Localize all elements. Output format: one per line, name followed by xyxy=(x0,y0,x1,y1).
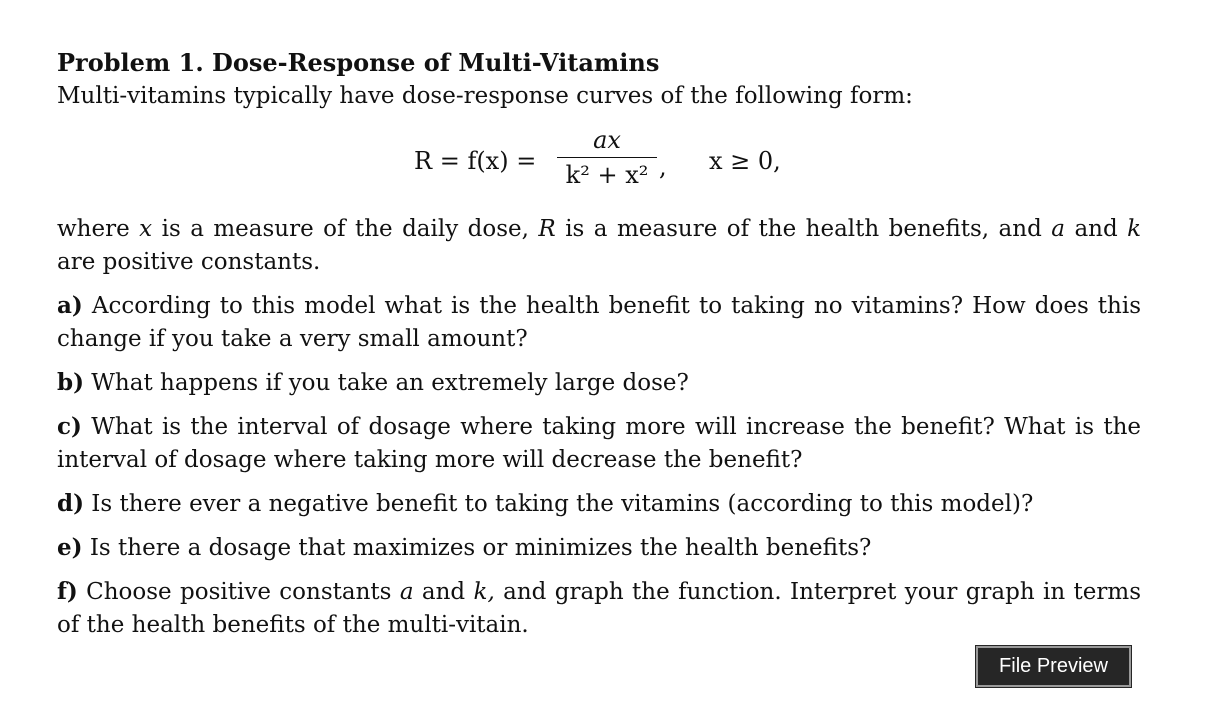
problem-title: Problem 1. Dose-Response of Multi-Vitamins xyxy=(57,48,660,77)
question-text: According to this model what is the health benefit to taking no vitamins? How does this change if you take a very small amount? xyxy=(57,293,1142,352)
question-text: What happens if you take an extremely large dose? xyxy=(91,370,689,396)
question-e xyxy=(57,531,1141,565)
equation-numerator: ax xyxy=(593,126,621,154)
question-text: What is the interval of dosage where taking more will increase the benefit? What is the interval of dosage where taking more will decrease the benefit? xyxy=(57,414,1142,473)
desc-text-4: and xyxy=(1074,216,1118,242)
question-label: e) xyxy=(57,534,83,561)
question-b xyxy=(57,366,1141,400)
question-a xyxy=(57,289,1141,356)
variable-description xyxy=(57,213,1141,279)
equation-comma: , xyxy=(659,153,667,181)
desc-text-1: where xyxy=(57,216,130,242)
equation-lhs: R = f(x) = xyxy=(414,147,537,175)
question-text-2: and xyxy=(421,579,466,605)
desc-var-a: a xyxy=(1051,216,1065,242)
question-var-a: a xyxy=(399,579,414,605)
equation-fraction xyxy=(557,125,657,190)
question-text: Is there a dosage that maximizes or minimizes the health benefits? xyxy=(89,535,872,561)
question-text: Is there ever a negative benefit to taking the vitamins (according to this model)? xyxy=(91,491,1034,517)
question-label: b) xyxy=(57,369,84,396)
desc-text-2: is a measure of the daily dose, xyxy=(161,216,529,242)
file-preview-button[interactable]: File Preview xyxy=(976,646,1131,687)
desc-text-5: are positive constants. xyxy=(57,249,321,275)
equation-denominator: k² + x² xyxy=(565,161,649,189)
dose-response-equation xyxy=(57,113,1141,213)
question-text-1: Choose positive constants xyxy=(86,579,392,605)
question-label: a) xyxy=(57,292,83,319)
fraction-bar xyxy=(557,157,657,158)
equation-condition: x ≥ 0, xyxy=(709,147,781,175)
problem-intro: Multi-vitamins typically have dose-response curves of the following form: xyxy=(57,83,913,109)
question-d xyxy=(57,487,1141,521)
question-label: f) xyxy=(57,578,78,605)
problem-document xyxy=(57,46,1141,642)
question-label: d) xyxy=(57,490,84,517)
desc-var-x: x xyxy=(139,216,153,242)
desc-var-r: R xyxy=(538,216,556,242)
question-text-3: and graph the function. Interpret your graph in terms of the health benefits of the multi-vitain. xyxy=(57,579,1142,638)
question-var-k: k, xyxy=(473,579,495,605)
question-f xyxy=(57,575,1141,642)
desc-text-3: is a measure of the health benefits, and xyxy=(565,216,1042,242)
desc-var-k: k xyxy=(1127,216,1142,242)
question-c xyxy=(57,410,1141,477)
question-label: c) xyxy=(57,413,82,440)
